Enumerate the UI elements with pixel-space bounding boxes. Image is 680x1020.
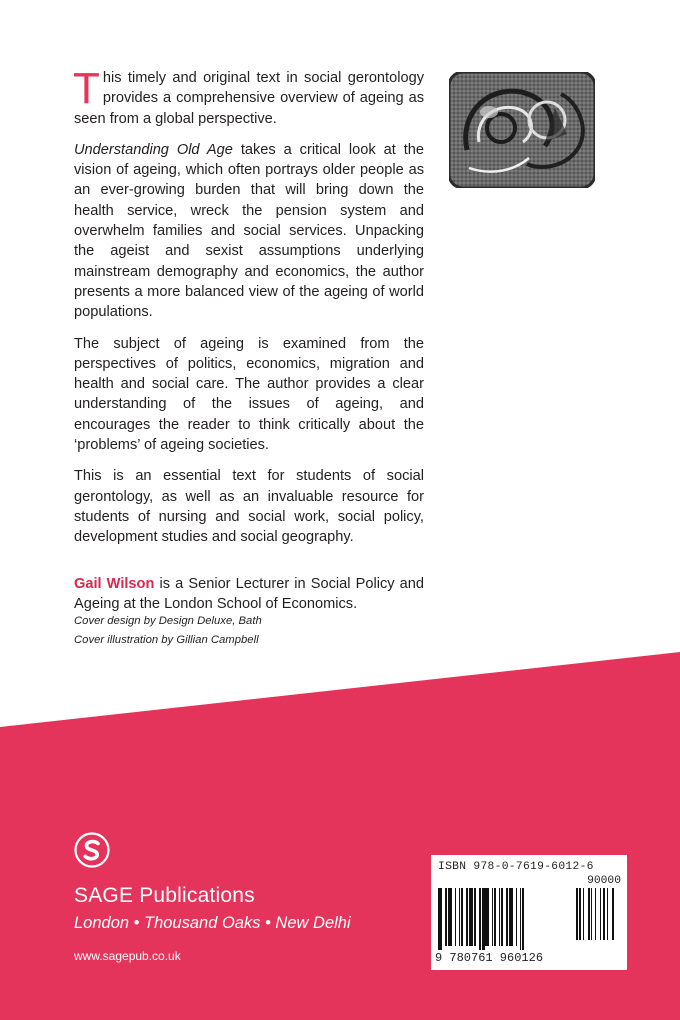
barcode-bar	[499, 888, 500, 946]
barcode-bar	[509, 888, 512, 946]
cover-design-credit: Cover design by Design Deluxe, Bath	[74, 615, 262, 627]
barcode-bar	[451, 888, 452, 946]
barcode-bar	[448, 888, 451, 946]
blurb-paragraph-2-text: takes a critical look at the vision of ageing, which often portrays older people as an ever-growing burden that will bring down the health service, wreck the pension system and overwhelm families and social services. Unpacking the ageist and sexist assumptions underlying mainstream demography and economics, the author presents a more balanced view of the ageing of world populations.	[74, 141, 424, 321]
barcode-bar	[492, 888, 493, 946]
publisher-name: SAGE Publications	[74, 884, 255, 907]
barcode-bar	[506, 888, 508, 946]
barcode-bar	[482, 888, 485, 950]
barcode-bar	[576, 888, 578, 940]
blurb-paragraph-2	[74, 140, 424, 323]
barcode-bar	[459, 888, 460, 946]
barcode-bars	[436, 888, 622, 950]
barcode-bar	[455, 888, 456, 946]
barcode-bar	[588, 888, 590, 940]
barcode-bar	[445, 888, 447, 946]
price-code: 90000	[587, 875, 621, 887]
drop-cap: T	[73, 64, 100, 113]
barcode-bar	[516, 888, 517, 946]
barcode-bar	[474, 888, 476, 946]
blurb-paragraph-4: This is an essential text for students of social gerontology, as well as an invaluable resource for students of nursing and social work, social policy, development studies and social geography.	[74, 468, 424, 546]
sage-s-logo-icon	[74, 832, 110, 868]
barcode-bar	[466, 888, 468, 946]
barcode-bar	[600, 888, 601, 940]
blurb-paragraph-1	[73, 64, 424, 129]
book-title: Understanding Old Age	[74, 141, 233, 158]
blurb-text	[73, 64, 424, 625]
barcode-bar	[612, 888, 614, 940]
isbn-label: ISBN 978-0-7619-6012-6	[438, 861, 594, 873]
barcode-bar	[469, 888, 472, 946]
author-bio-text: is a Senior Lecturer in Social Policy and Ageing at the London School of Economics.	[74, 575, 424, 612]
barcode-bar	[607, 888, 608, 940]
barcode-bar	[440, 888, 442, 950]
barcode-bar	[438, 888, 440, 950]
barcode-bar	[479, 888, 481, 950]
barcode-bar	[485, 888, 487, 946]
barcode-bar	[512, 888, 513, 946]
barcode-bar	[583, 888, 584, 940]
barcode-bar	[522, 888, 524, 950]
cover-illustration	[449, 72, 595, 188]
ean-digits: 9 780761 960126	[435, 951, 544, 965]
cover-credits	[74, 612, 262, 650]
barcode-bar	[591, 888, 592, 940]
publisher-block	[74, 832, 351, 963]
barcode-bar	[501, 888, 503, 946]
barcode-bar	[494, 888, 496, 946]
barcode-bar	[603, 888, 605, 940]
cover-illustration-credit: Cover illustration by Gillian Campbell	[74, 634, 259, 646]
author-name: Gail Wilson	[74, 575, 155, 592]
author-bio	[74, 574, 424, 615]
barcode-bar	[472, 888, 473, 946]
publisher-url[interactable]: www.sagepub.co.uk	[74, 949, 181, 963]
barcode-bar	[461, 888, 463, 946]
barcode-bar	[595, 888, 596, 940]
blurb-paragraph-1-text: his timely and original text in social gerontology provides a comprehensive overview of ageing as seen from a global perspective.	[74, 70, 424, 127]
blurb-paragraph-3: The subject of ageing is examined from the perspectives of politics, economics, migration and health and social care. The author provides a clear understanding of the issues of ageing, and encourages the reader to think critically about the ‘problems’ of ageing societies.	[74, 335, 424, 454]
barcode-bar	[487, 888, 489, 946]
barcode-bar	[579, 888, 581, 940]
barcode-bar	[520, 888, 521, 950]
publisher-cities: London • Thousand Oaks • New Delhi	[74, 914, 351, 932]
isbn-barcode	[431, 855, 627, 970]
